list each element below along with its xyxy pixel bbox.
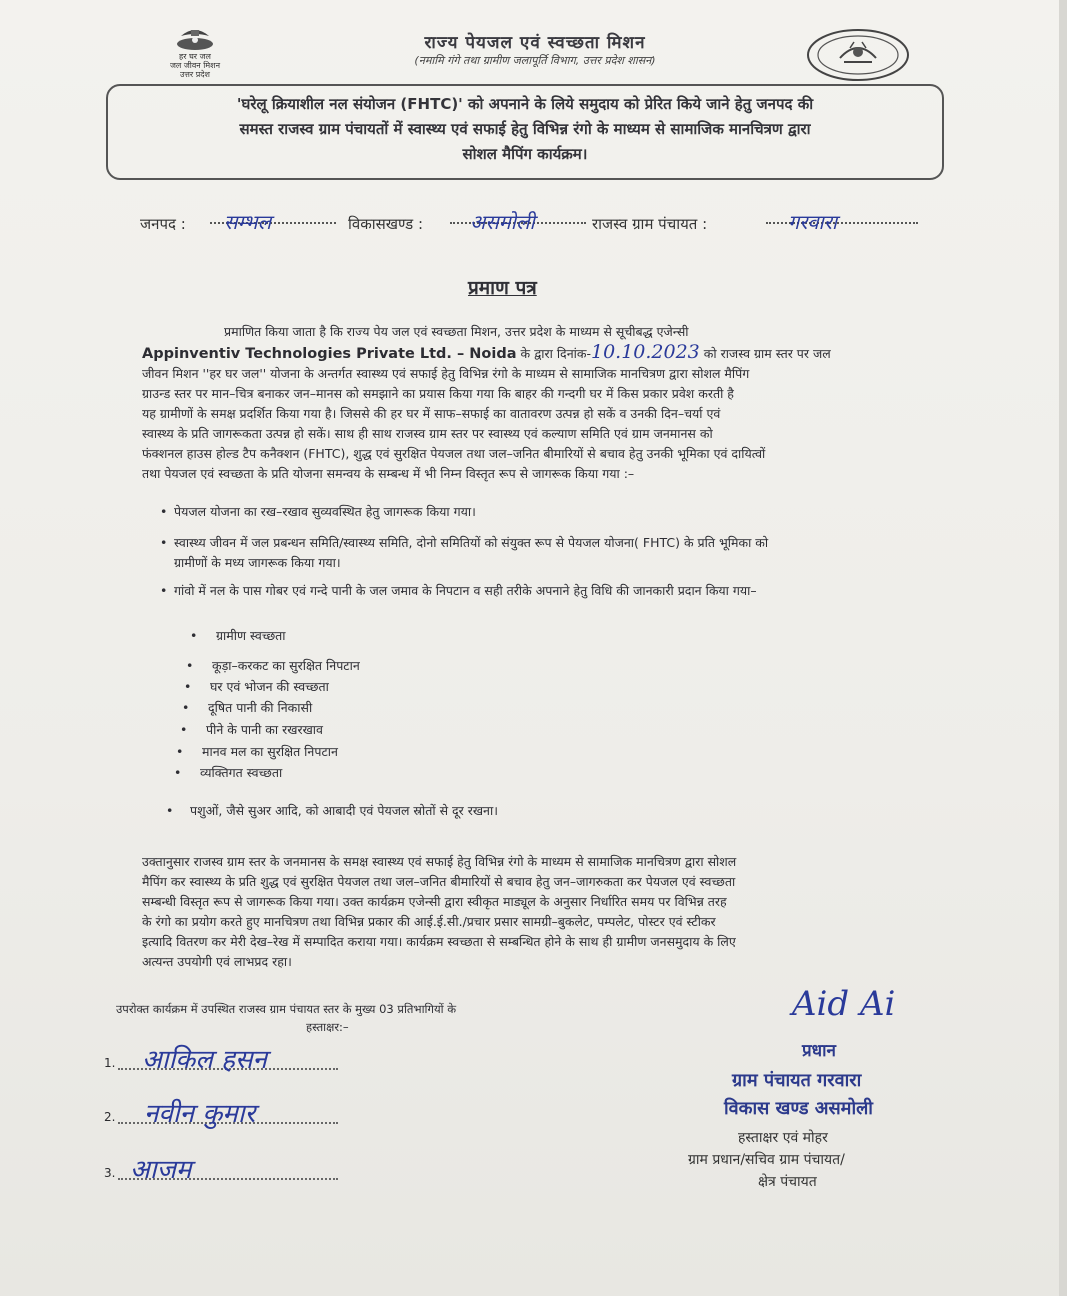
list-item: • कूड़ा–करकट का सुरक्षित निपटान bbox=[186, 658, 360, 673]
body-line-8: तथा पेयजल एवं स्वच्छता के प्रति योजना समन्वय के सम्बन्ध में भी निम्न विस्तृत रूप से जागरूक किया गया :– bbox=[142, 466, 635, 481]
bullet-2-text-cont: ग्रामीणों के मध्य जागरूक किया गया। bbox=[174, 555, 341, 570]
stamp-line-1: ग्राम पंचायत गरवारा bbox=[732, 1070, 862, 1091]
list-item-text: ग्रामीण स्वच्छता bbox=[216, 628, 286, 643]
body-line-2 bbox=[142, 342, 954, 364]
closing-line-1: उक्तानुसार राजस्व ग्राम स्तर के जनमानस के समक्ष स्वास्थ्य एवं सफाई हेतु विभिन्न रंगो के माध्यम से सामाजिक मानचित्रण द्वारा सोशल bbox=[142, 854, 737, 869]
participant-num: 1. bbox=[104, 1056, 116, 1070]
bullet-3: • गांवो में नल के पास गोबर एवं गन्दे पानी के जल जमाव के निपटान व सही तरीके अपनाने हेतु विधि की जानकारी प्रदान किया गया– bbox=[160, 583, 757, 598]
stamp-title: प्रधान bbox=[802, 1041, 836, 1061]
list-item: • मानव मल का सुरक्षित निपटान bbox=[176, 744, 338, 759]
list-item-text: दूषित पानी की निकासी bbox=[208, 700, 313, 715]
sign-and-seal-label: हस्ताक्षर एवं मोहर bbox=[738, 1130, 828, 1146]
logo-text-2: जल जीवन मिशन bbox=[169, 61, 221, 70]
list-item-text: घर एवं भोजन की स्वच्छता bbox=[210, 679, 329, 694]
stamp-line-2: विकास खण्ड असमोली bbox=[724, 1098, 873, 1119]
program-title-line-2: समस्त राजस्व ग्राम पंचायतों में स्वास्थ्य एवं सफाई हेतु विभिन्न रंगो के माध्यम से सामाजिक मानचित्रण द्वारा bbox=[239, 120, 811, 138]
role-line-2: क्षेत्र पंचायत bbox=[758, 1174, 817, 1190]
body-line-2-end: को राजस्व ग्राम स्तर पर जल bbox=[703, 346, 831, 361]
bullet-4: • पशुओं, जैसे सुअर आदि, को आबादी एवं पेयजल स्रोतों से दूर रखना। bbox=[166, 803, 498, 818]
mission-title: राज्य पेयजल एवं स्वच्छता मिशन bbox=[424, 33, 646, 53]
list-item: • दूषित पानी की निकासी bbox=[182, 700, 313, 715]
block-label: विकासखण्ड : bbox=[348, 215, 424, 233]
bullet-2-cont bbox=[174, 554, 341, 571]
agency-name: Appinventiv Technologies Private Ltd. – Noida bbox=[142, 346, 517, 362]
list-item: • पीने के पानी का रखरखाव bbox=[180, 722, 323, 737]
participant-name: आजम bbox=[130, 1155, 192, 1185]
up-government-seal-icon bbox=[806, 28, 910, 82]
water-tap-icon bbox=[173, 22, 217, 52]
participant-name: नवीन कुमार bbox=[144, 1099, 256, 1129]
list-item: • व्यक्तिगत स्वच्छता bbox=[174, 765, 283, 780]
page-edge bbox=[1059, 0, 1067, 1296]
janpad-label: जनपद : bbox=[140, 215, 186, 233]
closing-line-2: मैपिंग कर स्वास्थ्य के प्रति शुद्ध एवं सुरक्षित पेयजल तथा जल–जनित बीमारियों से बचाव हेतु जन–जागरुकता कर पेयजल एवं स्वच्छता bbox=[142, 874, 736, 889]
bullet-2: • स्वास्थ्य जीवन में जल प्रबन्धन समिति/स्वास्थ्य समिति, दोनो समितियों को संयुक्त रूप से पेयजल योजना( FHTC) के प्रति भूमिका को bbox=[160, 535, 769, 550]
panchayat-value: गरवारा bbox=[788, 210, 838, 234]
list-item-text: मानव मल का सुरक्षित निपटान bbox=[202, 744, 338, 759]
participant-signature-1 bbox=[104, 1044, 404, 1078]
participant-signature-2 bbox=[104, 1098, 404, 1132]
participant-num: 3. bbox=[104, 1166, 116, 1180]
body-line-7: फंक्शनल हाउस होल्ड टैप कनैक्शन (FHTC), शुद्ध एवं सुरक्षित पेयजल तथा जल–जनित बीमारियों से बचाव हेतु उनकी भूमिका एवं दायित्वों bbox=[142, 446, 766, 461]
program-title-box bbox=[106, 84, 944, 180]
program-title-line-1: 'घरेलू क्रियाशील नल संयोजन (FHTC)' को अपनाने के लिये समुदाय को प्रेरित किये जाने हेतु जनपद की bbox=[236, 95, 814, 113]
body-line-3: जीवन मिशन ''हर घर जल'' योजना के अन्तर्गत स्वास्थ्य एवं सफाई हेतु विभिन्न रंगो के माध्यम से सामाजिक मानचित्रण द्वारा सोशल मैपिंग bbox=[142, 366, 750, 381]
logo-text-3: उत्तर प्रदेश bbox=[180, 70, 210, 79]
har-ghar-jal-logo bbox=[150, 22, 240, 82]
list-item-text: कूड़ा–करकट का सुरक्षित निपटान bbox=[212, 658, 360, 673]
participant-name: आकिल हसन bbox=[142, 1045, 267, 1075]
list-item-text: व्यक्तिगत स्वच्छता bbox=[200, 765, 283, 780]
participants-label: उपरोक्त कार्यक्रम में उपस्थित राजस्व ग्राम पंचायत स्तर के मुख्य 03 प्रतिभागियों के bbox=[116, 1002, 457, 1016]
certificate-title: प्रमाण पत्र bbox=[468, 277, 537, 299]
block-value: असमोली bbox=[470, 210, 535, 234]
list-item-text: पीने के पानी का रखरखाव bbox=[206, 722, 323, 737]
bullet-4-text: पशुओं, जैसे सुअर आदि, को आबादी एवं पेयजल स्रोतों से दूर रखना। bbox=[190, 803, 498, 818]
date-value: 10.10.2023 bbox=[590, 342, 700, 363]
panchayat-label: राजस्व ग्राम पंचायत : bbox=[592, 215, 708, 233]
closing-line-3: सम्बन्धी विस्तृत रूप से जागरूक किया गया। उक्त कार्यक्रम एजेन्सी द्वारा स्वीकृत माड्यूल के अनुसार निर्धारित समय पर विभिन्न तरह bbox=[142, 894, 727, 909]
body-line-6: स्वास्थ्य के प्रति जागरूकता उत्पन्न हो सकें। साथ ही साथ राजस्व ग्राम स्तर पर स्वास्थ्य एवं कल्याण समिति एवं ग्राम जनमानस को bbox=[142, 426, 713, 441]
date-label: के द्वारा दिनांक- bbox=[520, 346, 591, 361]
closing-line-4: के रंगो का प्रयोग करते हुए मानचित्रण तथा विभिन्न प्रकार की आई.ई.सी./प्रचार प्रसार सामग्री–बुकलेट, पम्पलेट, पोस्टर एवं स्टीकर bbox=[142, 914, 716, 929]
janpad-value: सम्भल bbox=[224, 210, 272, 234]
bullet-2-text: स्वास्थ्य जीवन में जल प्रबन्धन समिति/स्वास्थ्य समिति, दोनो समितियों को संयुक्त रूप से पेयजल योजना( FHTC) के प्रति भूमिका को bbox=[174, 535, 769, 550]
body-line-4: ग्राउन्ड स्तर पर मान–चित्र बनाकर जन–मानस को समझाने का प्रयास किया गया कि बाहर की गन्दगी घर में किस प्रकार प्रवेश करती है bbox=[142, 386, 734, 401]
closing-line-6: अत्यन्त उपयोगी एवं लाभप्रद रहा। bbox=[142, 954, 292, 969]
body-line-5: यह ग्रामीणों के समक्ष प्रदर्शित किया गया है। जिससे की हर घर में साफ–सफाई का वातावरण उत्पन्न हो सकें व उनकी दिन–चर्या एवं bbox=[142, 406, 721, 421]
list-item: • ग्रामीण स्वच्छता bbox=[190, 628, 286, 643]
bullet-1-text: पेयजल योजना का रख–रखाव सुव्यवस्थित हेतु जागरूक किया गया। bbox=[174, 504, 476, 519]
bullet-1: • पेयजल योजना का रख–रखाव सुव्यवस्थित हेतु जागरूक किया गया। bbox=[160, 504, 476, 519]
bullet-3-text: गांवो में नल के पास गोबर एवं गन्दे पानी के जल जमाव के निपटान व सही तरीके अपनाने हेतु विधि की जानकारी प्रदान किया गया– bbox=[174, 583, 757, 598]
body-line-1: प्रमाणित किया जाता है कि राज्य पेय जल एवं स्वच्छता मिशन, उत्तर प्रदेश के माध्यम से सूचीबद्ध एजेन्सी bbox=[224, 324, 689, 339]
program-title-line-3: सोशल मैपिंग कार्यक्रम। bbox=[462, 145, 588, 163]
participant-signature-3 bbox=[104, 1154, 404, 1188]
pradhan-signature: Aid Ai bbox=[792, 984, 896, 1024]
participants-sign-label: हस्ताक्षर:– bbox=[306, 1020, 349, 1034]
location-fields bbox=[140, 206, 940, 238]
logo-text-1: हर घर जल bbox=[179, 52, 211, 61]
closing-paragraph bbox=[142, 852, 954, 972]
body-paragraph bbox=[142, 322, 954, 484]
department-subtitle: (नमामि गंगे तथा ग्रामीण जलापूर्ति विभाग, उत्तर प्रदेश शासन) bbox=[414, 54, 656, 67]
role-line-1: ग्राम प्रधान/सचिव ग्राम पंचायत/ bbox=[688, 1152, 845, 1168]
participant-num: 2. bbox=[104, 1110, 116, 1124]
list-item: • घर एवं भोजन की स्वच्छता bbox=[184, 679, 329, 694]
closing-line-5: इत्यादि वितरण कर मेरी देख–रेख में सम्पादित कराया गया। कार्यक्रम स्वच्छता से सम्बन्धित होने के साथ ही ग्रामीण जनसमुदाय के लिए bbox=[142, 934, 736, 949]
